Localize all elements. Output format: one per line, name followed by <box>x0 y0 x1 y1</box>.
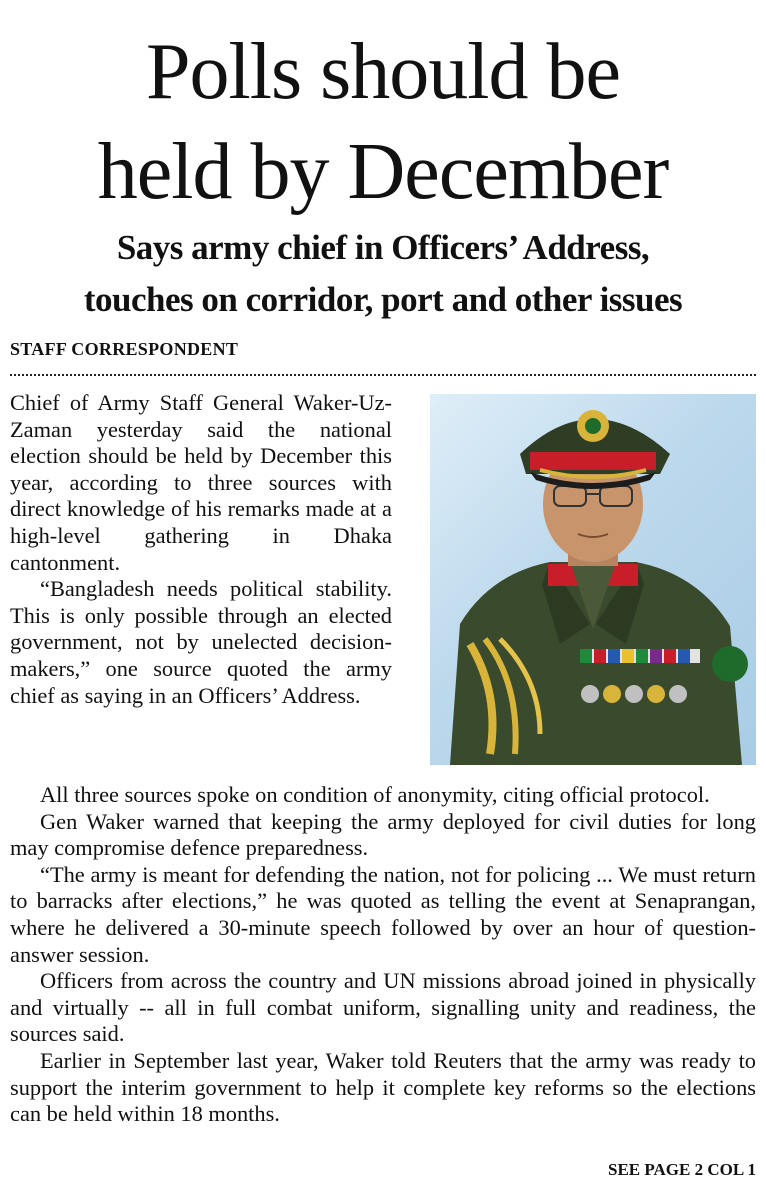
headline-line-1: Polls should be <box>146 28 620 116</box>
continuation-jump-line: SEE PAGE 2 COL 1 <box>608 1160 756 1179</box>
headline-line-2: held by December <box>97 128 669 216</box>
byline: STAFF CORRESPONDENT <box>10 339 239 359</box>
paragraph-5: “The army is meant for defending the nation, not for policing ... We must return to barracks after elections,” he was quoted as telling the event at Senaprangan, where he delivered a 30-minute speech followed by over an hour of question-answer session. <box>10 861 756 967</box>
paragraph-4: Gen Waker warned that keeping the army deployed for civil duties for long may compromise defence preparedness. <box>10 808 756 861</box>
paragraph-3: All three sources spoke on condition of anonymity, citing official protocol. <box>40 782 710 807</box>
headline <box>0 22 766 222</box>
article-body <box>10 782 756 1128</box>
subheadline <box>0 222 766 326</box>
paragraph-2: “Bangladesh needs political stability. This is only possible through an elected government, not by unelected decision-makers,” one source quoted the army chief as saying in an Officers’ Address. <box>10 576 392 708</box>
paragraph-7: Earlier in September last year, Waker told Reuters that the army was ready to support the interim government to help it complete key reforms so the elections can be held within 18 months. <box>10 1047 756 1127</box>
article-column <box>10 390 392 709</box>
paragraph-6: Officers from across the country and UN missions abroad joined in physically and virtually -- all in full combat uniform, signalling unity and readiness, the sources said. <box>10 968 756 1047</box>
dotted-divider <box>10 374 756 376</box>
army-chief-portrait-icon <box>430 394 756 765</box>
subheadline-line-1: Says army chief in Officers’ Address, <box>116 228 650 267</box>
subheadline-line-2: touches on corridor, port and other issues <box>83 280 683 319</box>
paragraph-1: Chief of Army Staff General Waker-Uz-Zaman yesterday said the national election should be held by December this year, according to three sources with direct knowledge of his remarks made at a high-level gathering in Dhaka cantonment. <box>10 390 392 575</box>
